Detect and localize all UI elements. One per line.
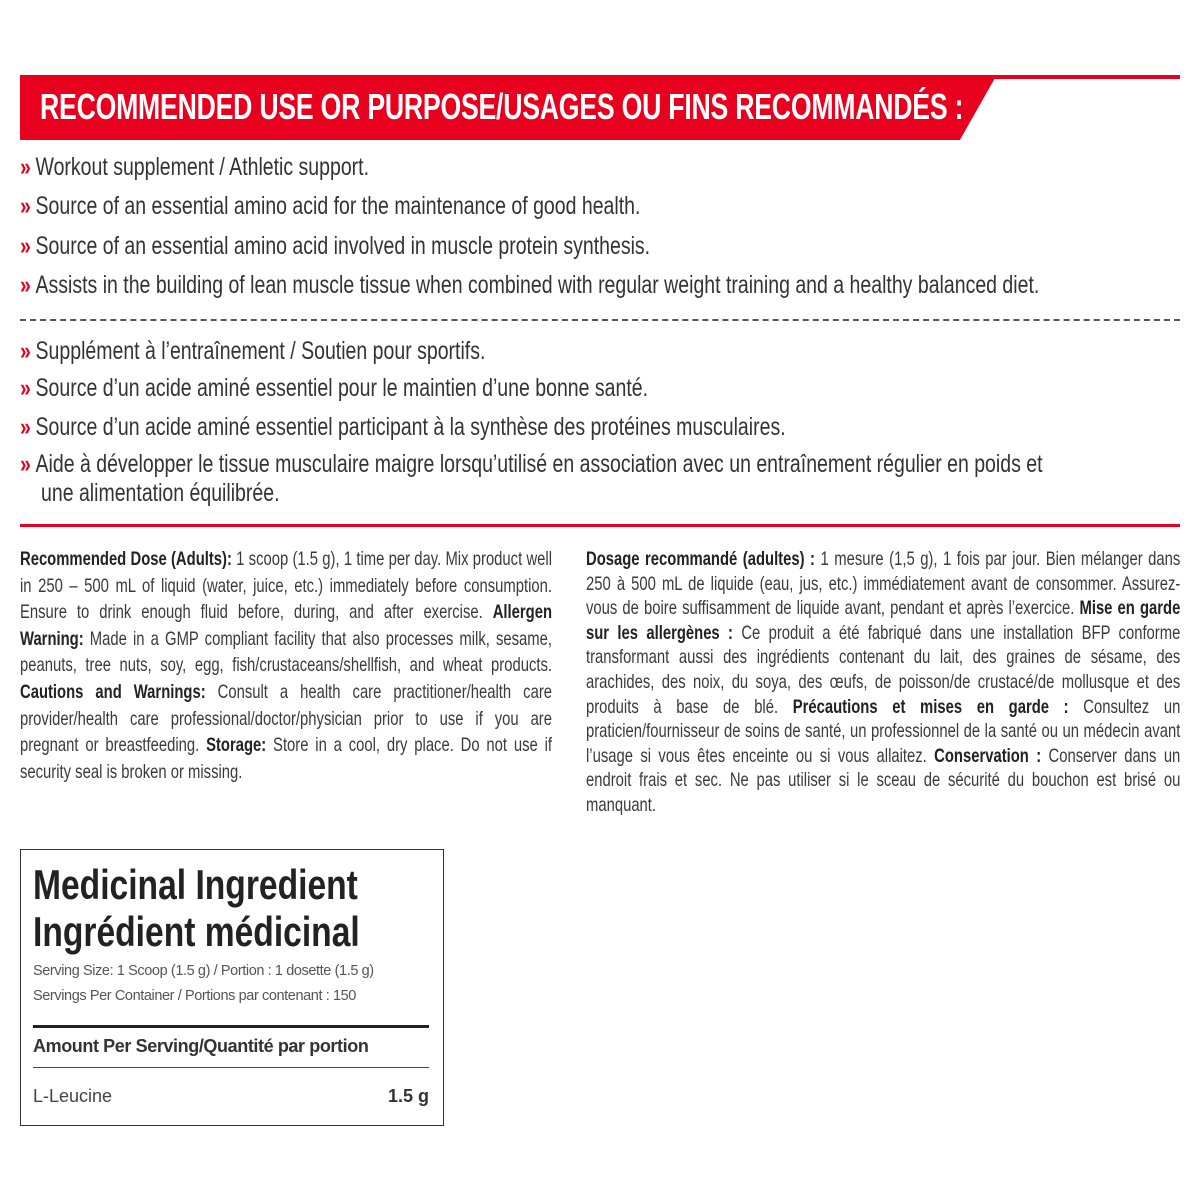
chevron-bullet-icon: » (20, 192, 31, 220)
list-item: » Supplément à l’entraînement / Soutien pour sportifs. (20, 337, 486, 365)
chevron-bullet-icon: » (20, 413, 31, 441)
serving-size: Serving Size: 1 Scoop (1.5 g) / Portion : 1 dosette (1.5 g) (33, 963, 374, 979)
ingredient-amount: 1.5 g (387, 1086, 429, 1106)
chevron-bullet-icon: » (20, 271, 31, 299)
medicinal-ingredient-panel (20, 849, 444, 1126)
list-item: » Source d’un acide aminé essentiel participant à la synthèse des protéines musculaires. (20, 413, 786, 441)
list-item: » Source d’un acide aminé essentiel pour le maintien d’une bonne santé. (20, 374, 649, 402)
section-title: RECOMMENDED USE OR PURPOSE/USAGES OU FINS RECOMMANDÉS : (40, 86, 964, 127)
panel-title-french: Ingrédient médicinal (33, 908, 360, 955)
red-divider (20, 524, 1180, 527)
list-item: » Assists in the building of lean muscle tissue when combined with regular weight training and a healthy balanced diet. (20, 271, 1040, 299)
dashed-divider (20, 319, 1180, 321)
chevron-bullet-icon: » (20, 374, 31, 402)
list-item: » Workout supplement / Athletic support. (20, 153, 370, 181)
chevron-bullet-icon: » (20, 153, 31, 181)
ingredient-name: L-Leucine (33, 1086, 113, 1106)
list-item: » Aide à développer le tissue musculaire maigre lorsqu’utilisé en association avec un entraînement régulier en poids et (20, 450, 1043, 478)
thin-divider (33, 1067, 429, 1068)
directions-english: Recommended Dose (Adults): 1 scoop (1.5 g), 1 time per day. Mix product well in 250 – 500 mL of liquid (water, juice, etc.) immediately before consumption. Ensure to drink enough fluid before, during, and after exercise. Allergen Warning: Made in a GMP compliant facility that also processes milk, sesame, peanuts, tree nuts, soy, egg, fish/crustaceans/shellfish, and wheat products. Cautions and Warnings: Consult a health care practitioner/health care provider/health care professional/doctor/physician prior to use if you are pregnant or breastfeeding. Storage: Store in a cool, dry place. Do not use if security seal is broken or missing. (20, 548, 553, 783)
chevron-bullet-icon: » (20, 337, 31, 365)
servings-per-container: Servings Per Container / Portions par contenant : 150 (33, 988, 356, 1004)
list-item: » Source of an essential amino acid for the maintenance of good health. (20, 192, 641, 220)
directions-french: Dosage recommandé (adultes) : 1 mesure (1,5 g), 1 fois par jour. Bien mélanger dans 250 à 500 mL de liquide (eau, jus, etc.) immédiatement avant de consommer. Assurez-vous de boire suffisamment de liquide avant, pendant et après l’exercice. Mise en garde sur les allergènes : Ce produit a été fabriqué dans une installation BFP conforme transformant aussi des ingrédients contenant du lait, des graines de sésame, des arachides, des noix, du soya, des œufs, de poisson/de crustacé/de mollusque et des produits à base de blé. Précautions et mises en garde : Consultez un praticien/fournisseur de soins de santé, un professionnel de la santé ou un médecin avant l’usage si vous êtes enceinte ou si vous allaitez. Conservation : Conserver dans un endroit frais et sec. Ne pas utiliser si le sceau de sécurité du bouchon est brisé ou manquant. (586, 548, 1181, 816)
chevron-bullet-icon: » (20, 450, 31, 478)
list-item-continuation: une alimentation équilibrée. (41, 479, 280, 507)
panel-title-english: Medicinal Ingredient (33, 861, 358, 908)
amount-per-serving-header: Amount Per Serving/Quantité par portion (33, 1036, 369, 1056)
list-item: » Source of an essential amino acid involved in muscle protein synthesis. (20, 232, 651, 260)
chevron-bullet-icon: » (20, 232, 31, 260)
thick-divider (33, 1025, 429, 1028)
